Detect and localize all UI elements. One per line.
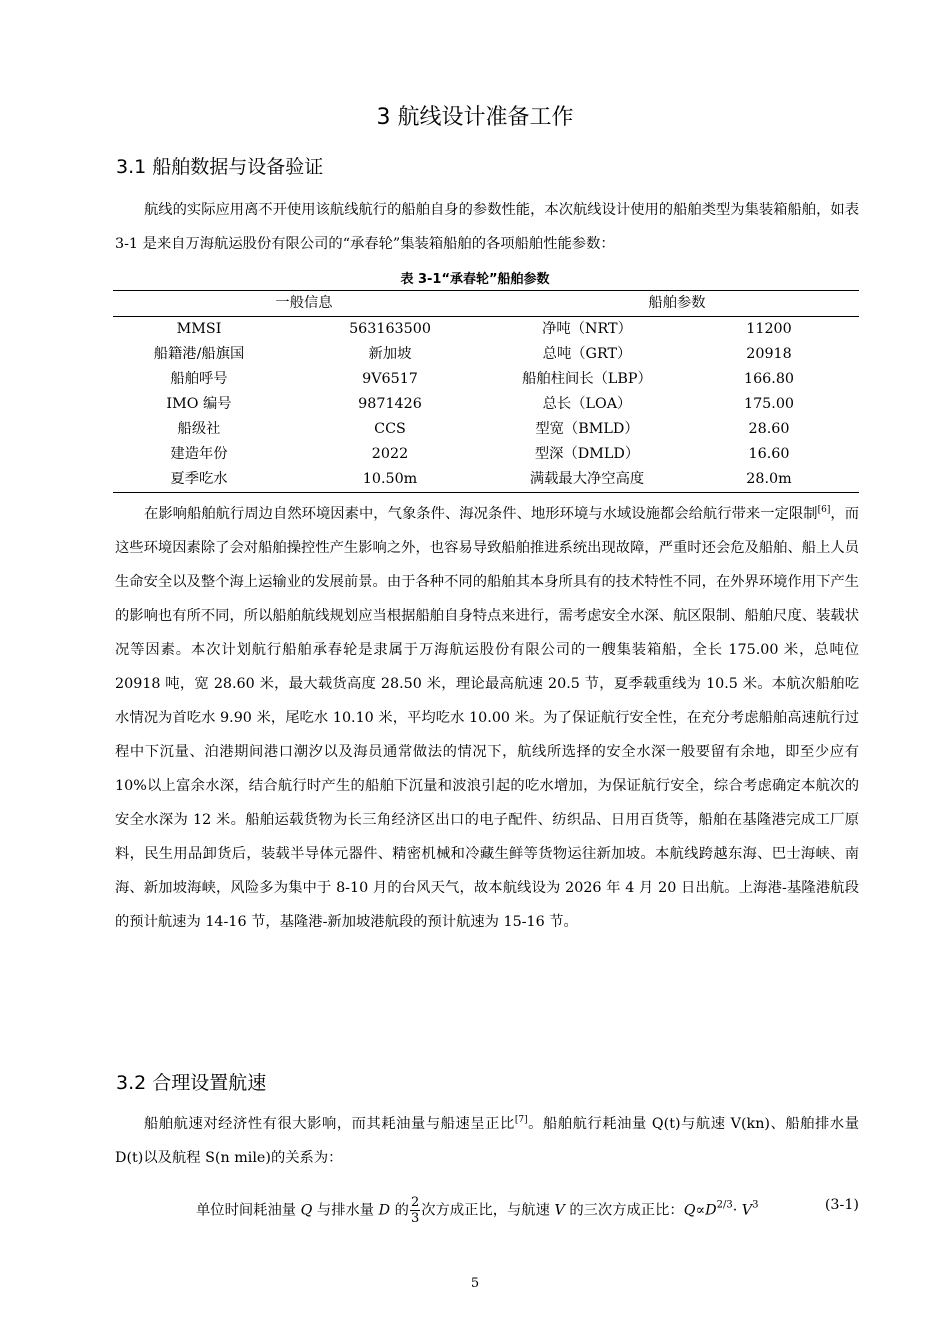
formula-expr-prop: ∝	[695, 1202, 706, 1219]
intro-paragraph: 航线的实际应用离不开使用该航线航行的船舶自身的参数性能，本次航线设计使用的船舶类型为集装箱船舶，如表 3-1 是来自万海航运股份有限公司的“承春轮”集装箱船舶的各项船舶性能参数：	[115, 202, 859, 252]
row-key: 总吨（GRT）	[542, 346, 632, 362]
row-value: 9871426	[358, 396, 422, 412]
row-value: 563163500	[349, 321, 431, 337]
header-ship-parameters: 船舶参数	[495, 291, 859, 317]
environment-paragraph	[115, 497, 859, 939]
formula-var: V	[554, 1202, 565, 1219]
equation-number: (3-1)	[824, 1197, 859, 1213]
row-value: 11200	[746, 321, 792, 337]
table-row	[113, 442, 859, 467]
formula-expr-d: D	[705, 1202, 717, 1219]
table-row	[113, 417, 859, 442]
table-row	[113, 467, 859, 493]
row-key: 净吨（NRT）	[542, 321, 632, 337]
row-key: 建造年份	[170, 446, 228, 462]
fraction-numerator: 2	[410, 1195, 420, 1210]
section-title-3-1: 3.1 船舶数据与设备验证	[116, 156, 324, 178]
formula-text: 与排水量	[312, 1202, 379, 1219]
row-key: 船舶呼号	[170, 371, 228, 387]
row-value: CCS	[374, 421, 406, 437]
table-row	[113, 392, 859, 417]
row-value: 20918	[746, 346, 792, 362]
table-row	[113, 342, 859, 367]
paragraph-text: 在影响船舶航行周边自然环境因素中，气象条件、海况条件、地形环境与水域设施都会给航行带来一定限制	[144, 506, 818, 522]
speed-paragraph	[115, 1107, 859, 1175]
table-row	[113, 367, 859, 392]
page-number: 5	[470, 1276, 480, 1291]
formula-text: 的三次方成正比：	[564, 1202, 684, 1219]
row-value: 166.80	[743, 371, 795, 387]
row-value: 28.60	[748, 421, 790, 437]
formula-var: Q	[300, 1202, 313, 1219]
row-key: 满载最大净空高度	[529, 471, 645, 487]
paragraph-text: 船舶航速对经济性有很大影响，而其耗油量与船速呈正比	[144, 1116, 515, 1132]
row-value: 175.00	[743, 396, 795, 412]
citation-7: [7]	[514, 1115, 528, 1125]
row-key: 夏季吃水	[170, 471, 228, 487]
table-caption: 表 3-1“承春轮”船舶参数	[400, 272, 550, 287]
chapter-title: 3 航线设计准备工作	[376, 105, 574, 130]
row-key: 总长（LOA）	[542, 396, 632, 412]
row-key: 船舶柱间长（LBP）	[522, 371, 652, 387]
formula-var: D	[378, 1202, 391, 1219]
formula-3-1	[196, 1187, 859, 1227]
formula-text: 次方成正比，与航速	[421, 1202, 555, 1219]
row-key: 船籍港/船旗国	[153, 346, 245, 362]
paragraph-text: 。船舶航行耗油量 Q(t)与航速 V(kn)、船舶排水量 D(t)以及航程 S(n mile)的关系为：	[115, 1116, 860, 1166]
table-row	[113, 317, 859, 343]
row-value: 16.60	[748, 446, 790, 462]
fraction-denominator: 3	[410, 1211, 420, 1226]
row-key: 型深（DMLD）	[534, 446, 640, 462]
ship-parameters-table	[113, 290, 859, 493]
row-value: 28.0m	[746, 471, 792, 487]
row-key: 船级社	[177, 421, 221, 437]
formula-expr-d-exponent: 2/3	[716, 1199, 733, 1211]
row-value: 10.50m	[362, 471, 418, 487]
row-key: IMO 编号	[166, 396, 232, 412]
row-value: 9V6517	[362, 371, 418, 387]
formula-text: 单位时间耗油量	[196, 1202, 301, 1219]
formula-expr-q: Q	[683, 1202, 696, 1219]
formula-fraction	[410, 1195, 420, 1226]
formula-expr-v-exponent: 3	[752, 1199, 759, 1211]
section-title-3-2: 3.2 合理设置航速	[116, 1072, 267, 1094]
citation-6: [6]	[817, 505, 831, 515]
paragraph-text: ，而这些环境因素除了会对船舶操控性产生影响之外，也容易导致船舶推进系统出现故障，严重时还会危及船舶、船上人员生命安全以及整个海上运输业的发展前景。由于各种不同的船舶其本身所具有的技术特性不同，在外界环境作用下产生的影响也有所不同，所以船舶航线规划应当根据船舶自身特点来进行，需考虑安全水深、航区限制、船舶尺度、装载状况等因素。本次计划航行船舶承春轮是隶属于万海航运股份有限公司的一艘集装箱船，全长 175.00 米，总吨位 20918 吨，宽 28.60 米，最大载货高度 28.50 米，理论最高航速 20.5 节，夏季载重线为 10.5 米。本航次船舶吃水情况为首吃水 9.90 米，尾吃水 10.10 米，平均吃水 10.00 米。为了保证航行安全性，在充分考虑船舶高速航行过程中下沉量、泊港期间港口潮汐以及海员通常做法的情况下，航线所选择的安全水深一般要留有余地，即至少应有 10%以上富余水深，结合航行时产生的船舶下沉量和波浪引起的吃水增加，为保证航行安全，综合考虑确定本航次的安全水深为 12 米。船舶运载货物为长三角经济区出口的电子配件、纺织品、日用百货等，船舶在基隆港完成工厂原料，民生用品卸货后，装载半导体元器件、精密机械和冷藏生鲜等货物运往新加坡。本航线跨越东海、巴士海峡、南海、新加坡海峡，风险多为集中于 8-10 月的台风天气，故本航线设为 2026 年 4 月 20 日出航。上海港-基隆港航段的预计航速为 14-16 节，基隆港-新加坡港航段的预计航速为 15-16 节。	[115, 506, 860, 930]
row-key: MMSI	[176, 321, 222, 337]
table-header-row	[113, 291, 859, 317]
formula-text: 的	[390, 1202, 409, 1219]
row-value: 新加坡	[368, 346, 412, 362]
header-general-info: 一般信息	[113, 291, 495, 317]
row-key: 型宽（BMLD）	[535, 421, 639, 437]
row-value: 2022	[371, 446, 409, 462]
formula-expr-dot: ·	[732, 1202, 738, 1219]
formula-expr-v: V	[741, 1202, 753, 1219]
formula-body	[196, 1195, 758, 1226]
